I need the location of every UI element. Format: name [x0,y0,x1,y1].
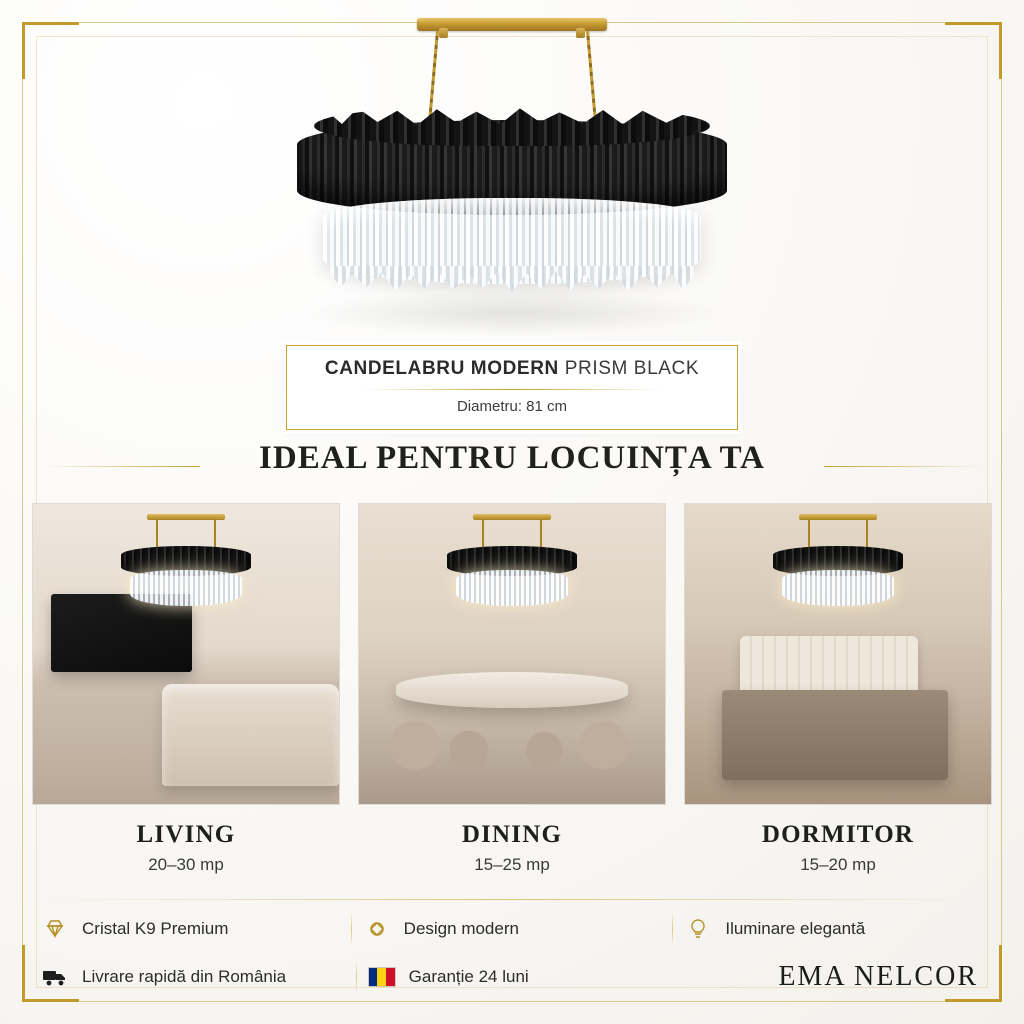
lightbulb-icon [683,914,713,944]
flag-stripe-red [386,968,395,986]
mini-crystals [456,570,568,606]
bedroom-photo [684,503,992,805]
feature-label: Design modern [403,919,519,938]
mini-wire-left [482,519,484,547]
feature-label: Livrare rapidă din România [82,967,287,986]
romania-flag-icon [367,962,397,992]
heading-ornament-left [40,466,200,467]
mini-chandelier-icon [447,546,577,612]
room-size-living: 20–30 mp [148,855,224,874]
feature-label: Iluminare elegantă [725,919,866,938]
feature-cristal-k9 [40,914,341,944]
feature-livrare-rapida [40,962,346,992]
feature-garantie [367,962,673,992]
product-dimension: Diametru: 81 cm [456,398,568,415]
flag-stripe-blue [369,968,378,986]
diamond-icon [40,914,70,944]
living-room-photo [32,503,340,805]
mini-chandelier-icon [121,546,251,612]
product-title-bold: CANDELABRU MODERN [324,358,559,379]
ceiling-mount-bar [417,18,607,31]
flag-stripe-yellow [377,968,386,986]
mini-wire-right [214,519,216,547]
dining-room-photo [358,503,666,805]
brand-name: EMA NELCOR [778,961,979,992]
mini-wire-left [808,519,810,547]
feature-label: Garanție 24 luni [408,967,529,986]
mini-wire-left [156,519,158,547]
feature-separator [351,912,352,946]
feature-divider [40,899,984,900]
design-node-icon [362,914,392,944]
room-label-dormitor: DORMITOR [761,821,915,848]
hero-product-image [0,0,1024,330]
plate-divider [362,389,662,390]
section-heading-text: IDEAL PENTRU LOCUINȚA TA [259,440,765,476]
chandelier-crystal-fringe [323,198,701,284]
heading-ornament-right [824,466,984,467]
room-size-dormitor: 15–20 mp [800,855,876,874]
product-title [297,358,727,380]
room-card-living [32,503,340,875]
hero-shadow [302,290,722,336]
room-label-living: LIVING [136,821,236,848]
room-card-dormitor [684,503,992,875]
mini-wire-right [866,519,868,547]
room-gallery [32,503,992,875]
feature-strip [40,905,984,1001]
mini-chandelier-icon [773,546,903,612]
chandelier-illustration [297,120,727,310]
truck-icon [40,962,70,992]
feature-design-modern [362,914,663,944]
feature-separator [356,960,357,994]
mini-crystals [130,570,242,606]
section-heading [0,440,1024,477]
flag-shape [368,967,396,987]
feature-iluminare-eleganta [683,914,984,944]
product-title-rest: PRISM BLACK [564,358,700,379]
feature-label: Cristal K9 Premium [82,919,229,938]
product-title-plate [286,345,738,430]
feature-separator [672,912,673,946]
mini-wire-right [540,519,542,547]
mini-crystals [782,570,894,606]
room-size-dining: 15–25 mp [474,855,550,874]
feature-row-1 [40,905,984,953]
room-label-dining: DINING [461,821,563,848]
room-card-dining [358,503,666,875]
feature-row-2 [40,953,984,1001]
